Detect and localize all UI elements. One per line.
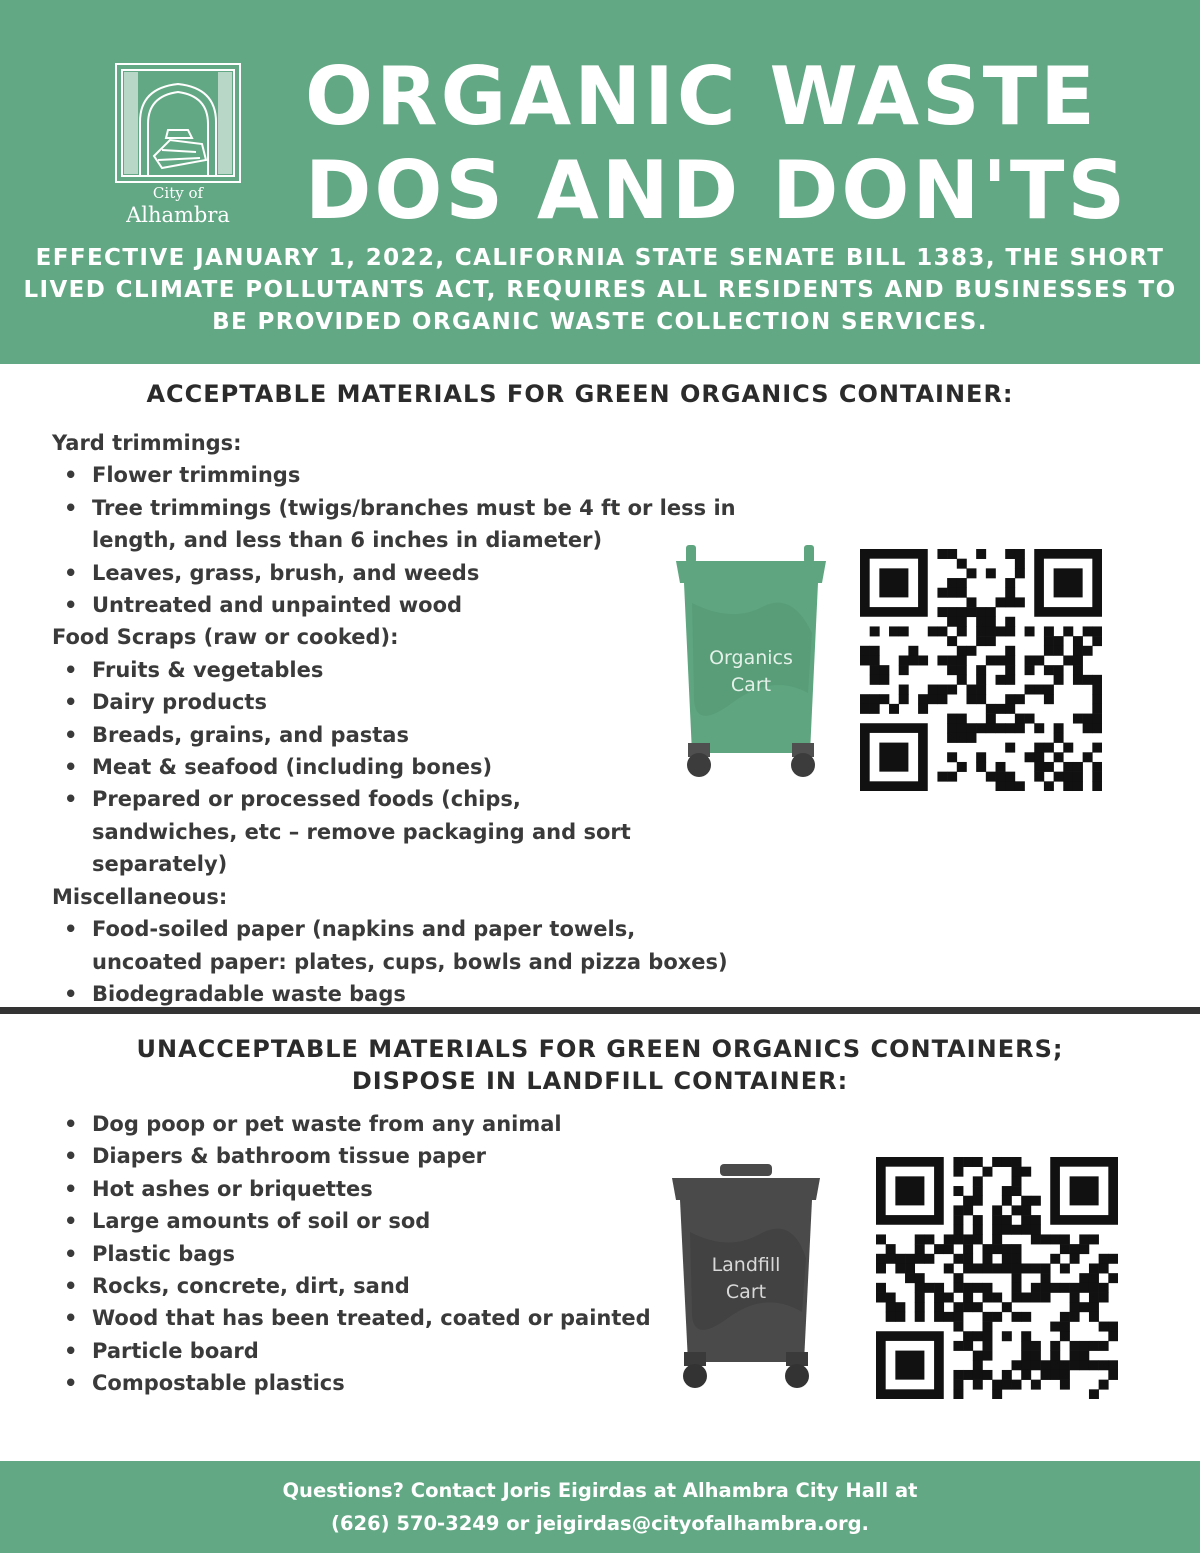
unacceptable-items xyxy=(52,1108,692,1400)
list-item: • Hot ashes or briquettes xyxy=(52,1173,692,1205)
list-item: • Tree trimmings (twigs/branches must be 4 ft or less in length, and less than 6 inches in diameter) xyxy=(52,492,752,557)
header-banner xyxy=(0,0,1200,364)
list-item: • Dairy products xyxy=(52,686,752,718)
list-item: • Leaves, grass, brush, and weeds xyxy=(52,557,752,589)
title-line-2: DOS AND DON'TS xyxy=(305,144,1129,237)
list-item: • Rocks, concrete, dirt, sand xyxy=(52,1270,692,1302)
list-item: • Food-soiled paper (napkins and paper towels, uncoated paper: plates, cups, bowls and pizza boxes) xyxy=(52,913,752,978)
cart-label-line-1: Landfill xyxy=(711,1254,781,1276)
unacceptable-list xyxy=(52,1108,692,1400)
list-item: • Wood that has been treated, coated or painted xyxy=(52,1302,692,1334)
list-item: • Fruits & vegetables xyxy=(52,654,752,686)
cart-label-line-2: Cart xyxy=(725,1281,767,1303)
acceptable-list xyxy=(52,427,752,1010)
subtitle-notice: EFFECTIVE JANUARY 1, 2022, CALIFORNIA STATE SENATE BILL 1383, THE SHORT LIVED CLIMATE POLLUTANTS ACT, REQUIRES ALL RESIDENTS AND BUSINESSES TO BE PROVIDED ORGANIC WASTE COLLECTION SERVICES. xyxy=(23,245,1177,335)
list-item: • Compostable plastics xyxy=(52,1367,692,1399)
list-item: • Plastic bags xyxy=(52,1238,692,1270)
list-item: • Flower trimmings xyxy=(52,459,752,491)
section-divider xyxy=(0,1007,1200,1014)
logo-text-city-of: City of xyxy=(152,184,204,202)
unacceptable-heading xyxy=(60,1033,1140,1097)
unacceptable-heading-line-1: UNACCEPTABLE MATERIALS FOR GREEN ORGANICS CONTAINERS; xyxy=(136,1035,1064,1063)
list-item: • Prepared or processed foods (chips, sandwiches, etc – remove packaging and sort separately) xyxy=(52,783,672,880)
list-item: • Particle board xyxy=(52,1335,692,1367)
group-label-food: Food Scraps (raw or cooked): xyxy=(52,625,399,650)
cart-label-line-1: Organics xyxy=(709,647,793,669)
logo-text-alhambra: Alhambra xyxy=(126,203,230,227)
food-items xyxy=(52,654,752,881)
unacceptable-heading-line-2: DISPOSE IN LANDFILL CONTAINER: xyxy=(351,1067,849,1095)
title-line-1: ORGANIC WASTE xyxy=(305,50,1098,143)
qr-code-icon xyxy=(876,1157,1118,1399)
footer-contact xyxy=(0,1461,1200,1553)
group-label-yard: Yard trimmings: xyxy=(52,431,242,455)
landfill-cart-label xyxy=(668,1252,824,1306)
list-item: • Breads, grains, and pastas xyxy=(52,719,752,751)
list-item: • Large amounts of soil or sod xyxy=(52,1205,692,1237)
organics-cart-label xyxy=(672,645,830,699)
page-title xyxy=(305,50,1185,238)
group-label-misc: Miscellaneous: xyxy=(52,884,228,909)
acceptable-heading: ACCEPTABLE MATERIALS FOR GREEN ORGANICS CONTAINER: xyxy=(146,380,1014,408)
list-item: • Dog poop or pet waste from any animal xyxy=(52,1108,692,1140)
misc-items xyxy=(52,913,752,1010)
list-item: • Diapers & bathroom tissue paper xyxy=(52,1140,692,1172)
list-item: • Biodegradable waste bags xyxy=(52,978,752,1010)
list-item: • Untreated and unpainted wood xyxy=(52,589,752,621)
footer-line-2: (626) 570-3249 or jeigirdas@cityofalhambra.org. xyxy=(331,1512,869,1535)
cart-label-line-2: Cart xyxy=(730,674,772,696)
yard-items xyxy=(52,459,752,621)
landfill-cart-illustration xyxy=(668,1162,824,1402)
organics-cart-illustration xyxy=(672,543,830,791)
city-of-alhambra-logo xyxy=(110,60,246,228)
footer-line-1: Questions? Contact Joris Eigirdas at Alhambra City Hall at xyxy=(282,1479,918,1502)
list-item: • Meat & seafood (including bones) xyxy=(52,751,752,783)
qr-code-icon xyxy=(860,549,1102,791)
